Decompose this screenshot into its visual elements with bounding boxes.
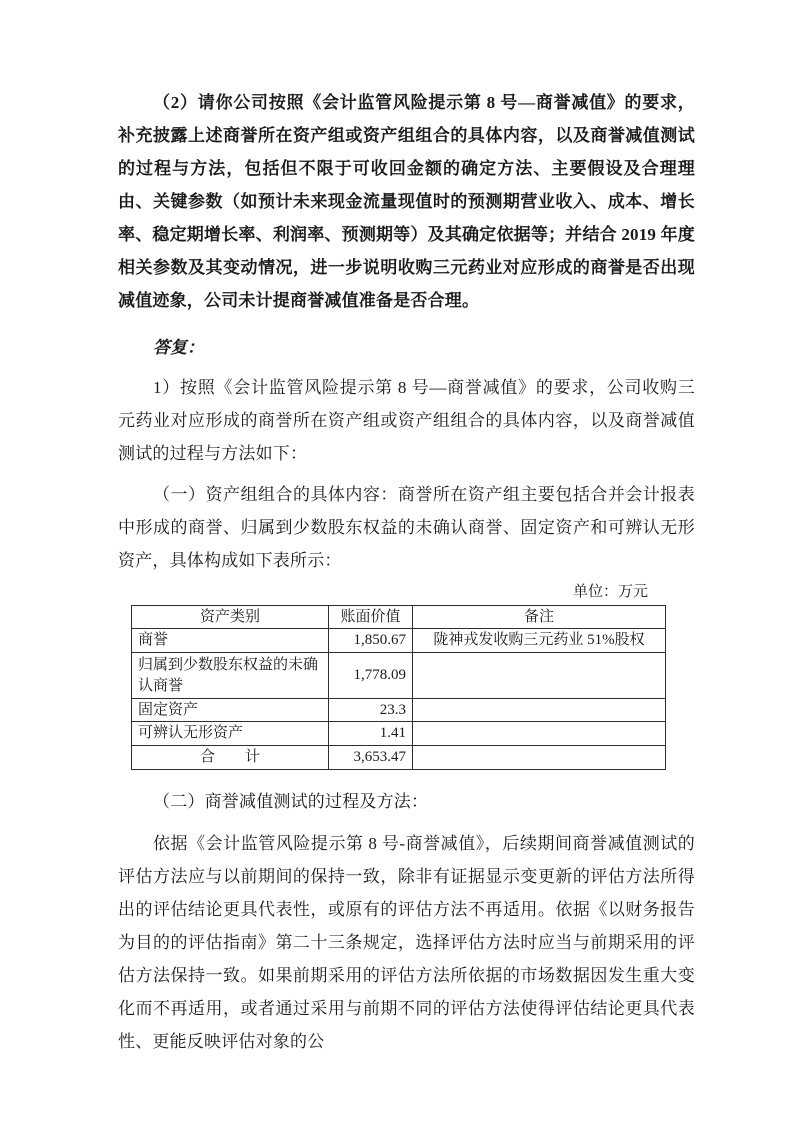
asset-composition-table: [131, 605, 666, 770]
question-paragraph: （2）请你公司按照《会计监管风险提示第 8 号—商誉减值》的要求，补充披露上述商誉所在资产组或资产组组合的具体内容，以及商誉减值测试的过程与方法，包括但不限于可收回金额的确定方法、主要假设及合理理由、关键参数（如预计未来现金流量现值时的预测期营业收入、成本、增长率、稳定期增长率、利润率、预测期等）及其确定依据等；并结合 2019 年度相关参数及其变动情况，进一步说明收购三元药业对应形成的商誉是否出现减值迹象，公司未计提商誉减值准备是否合理。: [118, 93, 695, 310]
table-header-row: [132, 606, 666, 629]
header-note: 备注: [413, 606, 666, 629]
note-cell: [413, 699, 666, 722]
table-row-goodwill: [132, 629, 666, 653]
book-value-cell: 1,850.67: [329, 629, 413, 653]
asset-category-total-cell: 合 计: [132, 746, 329, 770]
section-two-heading: （二）商誉减值测试的过程及方法：: [153, 792, 429, 811]
table-row-minority-goodwill: [132, 653, 666, 699]
table-row-total: [132, 746, 666, 770]
section-two-paragraph: 依据《会计监管风险提示第 8 号-商誉减值》，后续期间商誉减值测试的评估方法应与以前期间的保持一致，除非有证据显示变更新的评估方法所得出的评估结论更具代表性，或原有的评估方法不再适用。依据《以财务报告为目的的评估指南》第二十三条规定，选择评估方法时应当与前期采用的评估方法保持一致。如果前期采用的评估方法所依据的市场数据因发生重大变化而不再适用，或者通过采用与前期不同的评估方法使得评估结论更具代表性、更能反映评估对象的公: [118, 834, 695, 1051]
header-asset-category: 资产类别: [132, 606, 329, 629]
asset-category-cell: 固定资产: [132, 699, 329, 722]
table-area: [131, 581, 665, 770]
note-cell: [413, 746, 666, 770]
book-value-total-cell: 3,653.47: [329, 746, 413, 770]
book-value-cell: 23.3: [329, 699, 413, 722]
book-value-cell: 1,778.09: [329, 653, 413, 699]
asset-category-cell: 归属到少数股东权益的未确认商誉: [132, 653, 329, 699]
section-one-paragraph: （一）资产组组合的具体内容：商誉所在资产组主要包括合并会计报表中形成的商誉、归属到少数股东权益的未确认商誉、固定资产和可辨认无形资产，具体构成如下表所示：: [118, 485, 695, 570]
unit-label: 单位：万元: [572, 584, 648, 600]
reply-intro-paragraph: 1）按照《会计监管风险提示第 8 号—商誉减值》的要求，公司收购三元药业对应形成的商誉所在资产组或资产组组合的具体内容，以及商誉减值测试的过程与方法如下：: [118, 378, 695, 463]
book-value-cell: 1.41: [329, 722, 413, 746]
asset-category-cell: 商誉: [132, 629, 329, 653]
table-row-fixed-assets: [132, 699, 666, 722]
page-content: [118, 86, 695, 1058]
table-row-intangible-assets: [132, 722, 666, 746]
note-cell: [413, 722, 666, 746]
reply-label: 答复：: [153, 338, 204, 357]
header-book-value: 账面价值: [329, 606, 413, 629]
asset-category-cell: 可辨认无形资产: [132, 722, 329, 746]
note-cell: [413, 653, 666, 699]
note-cell: 陇神戎发收购三元药业 51%股权: [413, 629, 666, 653]
